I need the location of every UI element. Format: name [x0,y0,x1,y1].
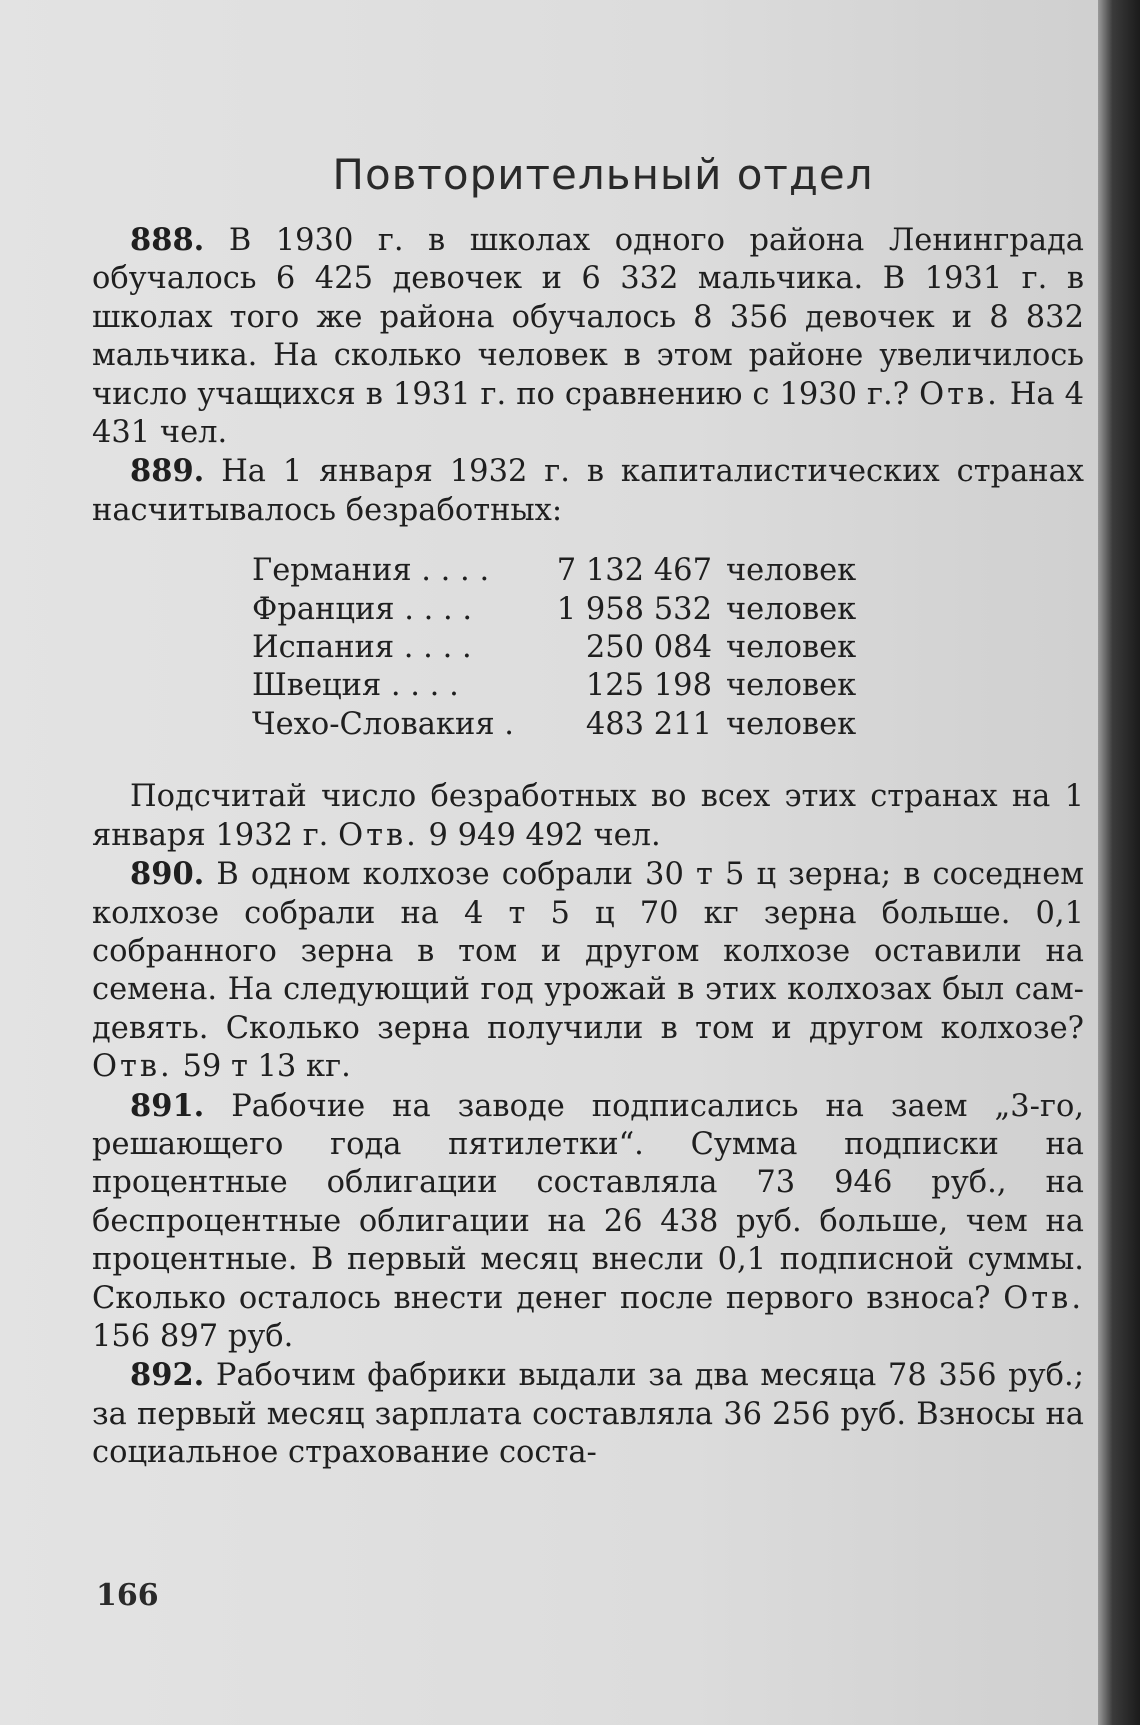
answer-label: Отв. [92,1049,173,1085]
unit-cell: человек [726,591,857,627]
count-cell: 125 198 [585,668,712,704]
count-cell: 250 084 [585,630,712,666]
problem-text: Рабочим фабрики выдали за два месяца 78 356 руб.; за первый месяц зарплата составляла 36 256 руб. Взносы на социальное страхование соста- [92,1358,1084,1471]
problem-number: 891. [130,1087,205,1124]
page-number: 166 [96,1578,159,1613]
problem-text: Подсчитай число безработных во всех этих странах на 1 января 1932 г. [92,779,1084,853]
answer-value: 156 897 руб. [92,1318,294,1354]
count-cell: 7 132 467 [556,553,712,589]
book-spine-shadow [1098,0,1140,1725]
problem-text: Рабочие на заводе подписались на заем „3-го, решающего года пятилетки“. Сумма подписки на процентные облигации составляла 73 946 руб., на беспроцентные облигации на 26 438 руб. больше, чем на процентные. В первый месяц внесли 0,1 подписной суммы. Сколько осталось внести денег после первого взноса? [92,1088,1084,1316]
unit-cell: человек [726,706,857,742]
country-cell: Франция . . . . [252,591,473,627]
problem-number: 890. [130,856,205,893]
table-row [252,667,856,705]
answer-value: 59 т 13 кг. [182,1049,351,1085]
answer-label: Отв. [919,376,1000,412]
answer-label: Отв. [338,817,419,853]
problem-888 [92,221,1084,452]
page-content [92,150,1084,1473]
problem-text: В 1930 г. в школах одного района Ленинграда обучалось 6 425 девочек и 6 332 мальчика. В 1931 г. в школах того же района обучалось 8 356 девочек и 8 832 мальчика. На сколько человек в этом районе увеличилось число учащихся в 1931 г. по сравнению с 1930 г.? [92,223,1084,412]
problem-text: В одном колхозе собрали 30 т 5 ц зерна; в соседнем колхозе собрали на 4 т 5 ц 70 кг зерна больше. 0,1 собранного зерна в том и другом колхозе оставили на семена. На следующий год урожай в этих колхозах был сам-девять. Сколько зерна получили в том и другом колхозе? [92,857,1084,1046]
unemployment-table [252,552,856,744]
problem-number: 892. [130,1357,205,1394]
answer-label: Отв. [1003,1280,1085,1316]
count-cell: 1 958 532 [556,591,712,627]
problem-891 [92,1087,1084,1357]
problem-889 [92,452,1084,530]
table-row [252,629,856,667]
problem-number: 888. [130,222,205,258]
problem-number: 889. [130,453,205,490]
table-row [252,552,856,590]
unit-cell: человек [726,553,857,589]
problem-892 [92,1356,1084,1472]
problem-889-question [92,778,1084,855]
table-row [252,706,856,744]
section-title: Повторительный отдел [332,150,874,199]
country-cell: Чехо-Словакия . [252,706,514,742]
country-cell: Германия . . . . [252,553,490,589]
country-cell: Испания . . . . [252,630,472,666]
unit-cell: человек [726,668,857,704]
answer-value: На 4 431 чел. [92,376,1084,451]
problem-890 [92,855,1084,1086]
answer-value: 9 949 492 чел. [428,817,661,853]
unit-cell: человек [726,630,857,666]
table-row [252,591,856,629]
problem-text: На 1 января 1932 г. в капиталистических странах насчитывалось безработных: [92,454,1085,528]
country-cell: Швеция . . . . [252,668,459,704]
count-cell: 483 211 [585,706,712,742]
